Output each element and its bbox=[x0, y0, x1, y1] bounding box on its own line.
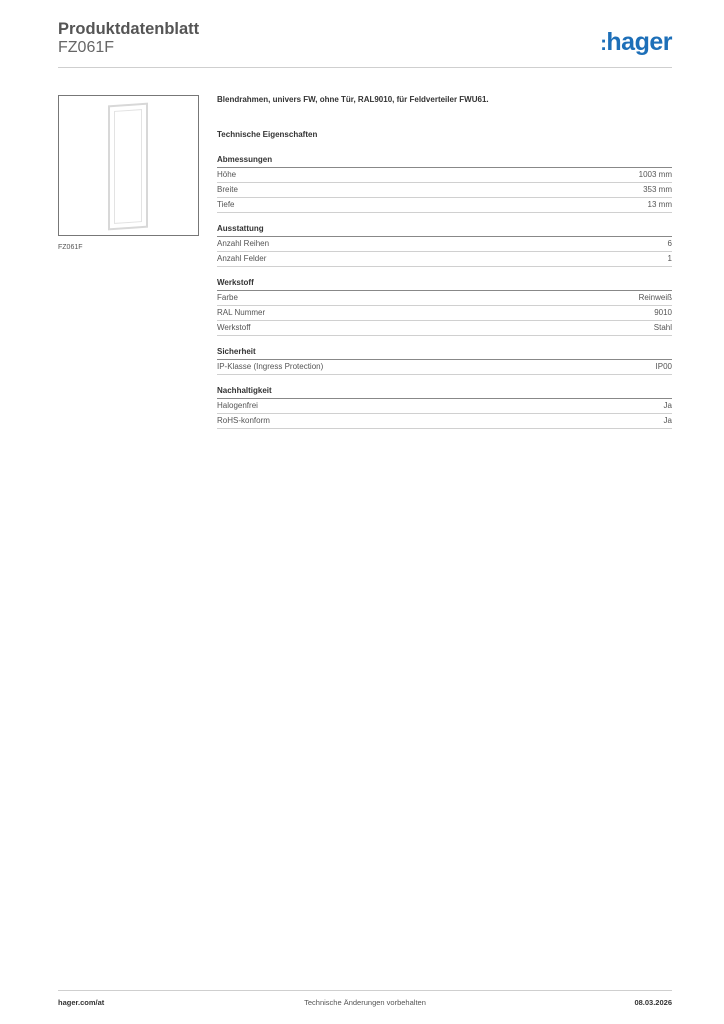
section-nachhaltigkeit bbox=[217, 386, 672, 429]
spec-row bbox=[217, 168, 672, 183]
spec-label: Anzahl Felder bbox=[217, 254, 267, 263]
section-abmessungen bbox=[217, 155, 672, 213]
spec-row bbox=[217, 291, 672, 306]
spec-label: Höhe bbox=[217, 170, 237, 179]
spec-value: IP00 bbox=[655, 362, 672, 371]
product-image-frame bbox=[58, 95, 199, 236]
section-sicherheit bbox=[217, 347, 672, 375]
spec-label: Werkstoff bbox=[217, 323, 251, 332]
footer-website-link[interactable]: hager.com/at bbox=[58, 998, 105, 1007]
spec-row bbox=[217, 321, 672, 336]
spec-row bbox=[217, 360, 672, 375]
logo-text: hager bbox=[606, 28, 672, 56]
spec-label: Tiefe bbox=[217, 200, 235, 209]
footer-divider bbox=[58, 990, 672, 991]
section-title: Ausstattung bbox=[217, 224, 672, 237]
hager-logo: :hager bbox=[600, 28, 672, 56]
spec-value: 1003 mm bbox=[638, 170, 672, 179]
product-image bbox=[108, 103, 148, 231]
spec-row bbox=[217, 399, 672, 414]
spec-label: Anzahl Reihen bbox=[217, 239, 270, 248]
section-ausstattung bbox=[217, 224, 672, 267]
spec-value: Stahl bbox=[653, 323, 672, 332]
spec-value: 6 bbox=[667, 239, 672, 248]
spec-value: Ja bbox=[663, 401, 672, 410]
product-description: Blendrahmen, univers FW, ohne Tür, RAL9010, für Feldverteiler FWU61. bbox=[217, 95, 489, 104]
spec-value: Ja bbox=[663, 416, 672, 425]
spec-label: Breite bbox=[217, 185, 238, 194]
footer-date: 08.03.2026 bbox=[634, 998, 672, 1007]
section-werkstoff bbox=[217, 278, 672, 336]
spec-label: RAL Nummer bbox=[217, 308, 266, 317]
spec-label: IP-Klasse (Ingress Protection) bbox=[217, 362, 324, 371]
spec-label: RoHS-konform bbox=[217, 416, 270, 425]
spec-row bbox=[217, 198, 672, 213]
spec-label: Farbe bbox=[217, 293, 238, 302]
product-details bbox=[217, 95, 672, 429]
spec-row bbox=[217, 183, 672, 198]
section-title: Nachhaltigkeit bbox=[217, 386, 672, 399]
spec-label: Halogenfrei bbox=[217, 401, 258, 410]
spec-value: Reinweiß bbox=[638, 293, 672, 302]
section-title: Sicherheit bbox=[217, 347, 672, 360]
page-header bbox=[58, 20, 672, 68]
footer-notice: Technische Änderungen vorbehalten bbox=[304, 998, 426, 1007]
product-image-caption: FZ061F bbox=[58, 244, 83, 251]
spec-value: 9010 bbox=[654, 308, 672, 317]
product-code: FZ061F bbox=[58, 39, 115, 56]
spec-row bbox=[217, 237, 672, 252]
header-divider bbox=[58, 67, 672, 68]
spec-row bbox=[217, 252, 672, 267]
spec-row bbox=[217, 306, 672, 321]
tech-heading: Technische Eigenschaften bbox=[217, 130, 318, 139]
section-title: Werkstoff bbox=[217, 278, 672, 291]
spec-value: 13 mm bbox=[647, 200, 672, 209]
page-title: Produktdatenblatt bbox=[58, 20, 200, 38]
spec-value: 1 bbox=[667, 254, 672, 263]
section-title: Abmessungen bbox=[217, 155, 672, 168]
spec-row bbox=[217, 414, 672, 429]
spec-value: 353 mm bbox=[643, 185, 672, 194]
